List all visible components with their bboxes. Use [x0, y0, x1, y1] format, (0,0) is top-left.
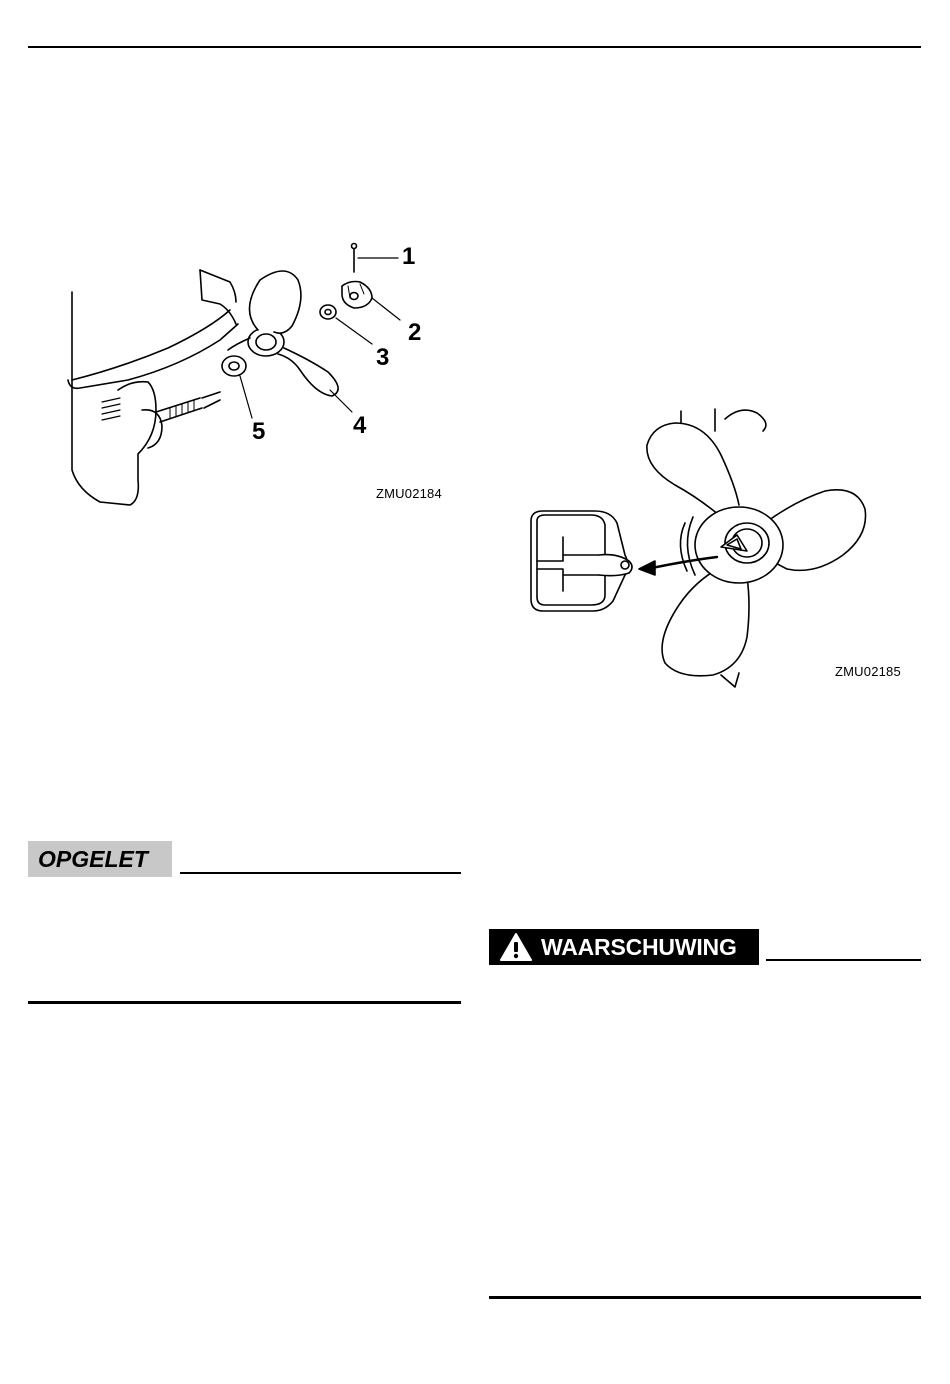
header-rule	[28, 46, 921, 48]
caution-header-rule	[180, 872, 461, 874]
caution-label: OPGELET	[38, 845, 148, 872]
propeller-rear-illustration	[525, 405, 875, 690]
callout-1: 1	[402, 243, 416, 270]
figure-code-exploded: ZMU02184	[376, 486, 442, 501]
warning-label: WAARSCHUWING	[541, 933, 737, 960]
warning-end-rule	[489, 1296, 921, 1299]
callout-2: 2	[408, 319, 422, 346]
caution-end-rule	[28, 1001, 461, 1004]
callout-4: 4	[353, 412, 367, 439]
propeller-exploded-illustration	[60, 240, 460, 520]
warning-badge	[489, 929, 759, 965]
warning-header-rule	[766, 959, 921, 961]
figure-code-rear: ZMU02185	[835, 664, 901, 679]
exclamation-triangle-icon	[499, 932, 533, 962]
callout-3: 3	[376, 344, 390, 371]
caution-badge	[28, 841, 172, 877]
callout-5: 5	[252, 418, 266, 445]
